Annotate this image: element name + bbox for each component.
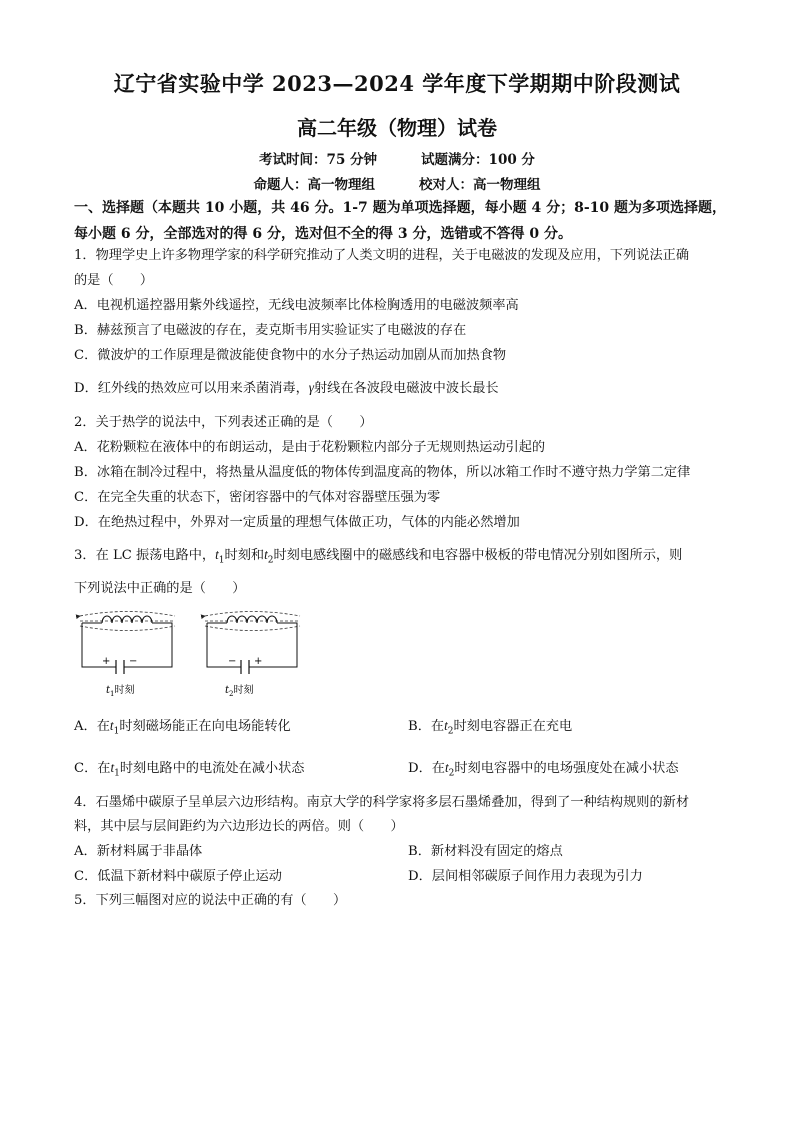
setter: 命题人：高一物理组 [253, 177, 375, 193]
t-symbol: t [106, 685, 111, 696]
inductor-coil [102, 616, 152, 623]
t-sub: 2 [447, 726, 454, 737]
q2-option-c: C．在完全失重的状态下，密闭容器中的气体对容器壁压强为零 [74, 490, 441, 505]
q3-c-pre: C．在 [74, 761, 111, 776]
exam-subtitle: 高二年级（物理）试卷 [297, 116, 497, 140]
t-symbol: t [444, 760, 449, 775]
q4-option-d: D．层间相邻碳原子间作用力表现为引力 [408, 869, 643, 884]
t-symbol: t [215, 547, 219, 562]
q3-stem-c: 时刻电感线圈中的磁感线和电容器中极板的带电情况分别如图所示，则 [273, 548, 683, 563]
t-sub: 1 [110, 690, 115, 698]
q4-option-c: C．低温下新材料中碳原子停止运动 [74, 869, 282, 884]
q1-option-d [74, 378, 499, 399]
exam-meta-line1 [0, 148, 794, 168]
exam-time: 考试时间：75 分钟 [259, 152, 378, 168]
fig-label-t1 [106, 683, 135, 698]
q4-stem-line2: 料，其中层与层间距约为六边形边长的两倍。则（ ） [74, 819, 404, 834]
minus-sign: − [129, 656, 138, 667]
gamma-symbol: γ [308, 380, 314, 395]
t-sub: 2 [267, 555, 274, 566]
q3-stem-b: 时刻和 [224, 548, 265, 563]
circuit-wire [82, 623, 172, 667]
q5-stem: 5．下列三幅图对应的说法中正确的有（ ） [74, 893, 347, 908]
exam-meta-line2 [0, 173, 794, 193]
q1-option-c: C．微波炉的工作原理是微波能使食物中的水分子热运动加剧从而加热食物 [74, 348, 507, 363]
q4-option-b: B．新材料没有固定的熔点 [408, 844, 563, 859]
q1-option-a: A．电视机遥控器用紫外线遥控，无线电波频率比体检胸透用的电磁波频率高 [74, 298, 519, 313]
t-symbol: t [225, 685, 230, 696]
t-sub: 1 [113, 726, 120, 737]
q3-c-post: 时刻电路中的电流处在减小状态 [119, 761, 305, 776]
q3-b-post: 时刻电容器正在充电 [453, 719, 573, 734]
q1-stem-line2: 的是（ ） [74, 273, 154, 288]
q1-stem-line1: 1．物理学史上许多物理学家的科学研究推动了人类文明的进程，关于电磁波的发现及应用，下列说法正确 [74, 248, 690, 263]
t-sub: 1 [114, 768, 120, 779]
lc-circuit-figure [72, 603, 312, 703]
q3-option-c [74, 758, 305, 784]
section-heading: 一、选择题（本题共 10 小题，共 46 分。1-7 题为单项选择题，每小题 4 分；8-10 题为多项选择题，每小题 6 分，全部选对的得 6 分，选对但不全的得 3 分，选错或不答得 0 分。 [74, 200, 727, 242]
checker: 校对人：高一物理组 [419, 177, 541, 193]
q3-a-post: 时刻磁场能正在向电场能转化 [119, 719, 291, 734]
q3-stem-line1 [74, 545, 682, 571]
field-lines [205, 612, 300, 631]
q1-d-text-pre: D．红外线的热效应可以用来杀菌消毒， [74, 381, 309, 396]
fig-label-t2 [225, 683, 254, 698]
q4-stem-line1: 4．石墨烯中碳原子呈单层六边形结构。南京大学的科学家将多层石墨烯叠加，得到了一种结构规则的新材 [74, 795, 690, 810]
t-sub: 2 [448, 768, 455, 779]
q4-option-a: A．新材料属于非晶体 [74, 844, 203, 859]
plus-sign: + [254, 656, 263, 667]
q3-option-b [408, 716, 572, 742]
q3-b-pre: B．在 [408, 719, 445, 734]
full-score: 试题满分：100 分 [421, 152, 535, 168]
t-symbol: t [109, 718, 114, 733]
plus-sign: + [102, 656, 111, 667]
q2-option-b: B．冰箱在制冷过程中，将热量从温度低的物体传到温度高的物体，所以冰箱工作时不遵守热力学第二定律 [74, 465, 691, 480]
t-symbol: t [444, 718, 448, 733]
t-sub: 2 [229, 690, 234, 698]
q2-option-d: D．在绝热过程中，外界对一定质量的理想气体做正功，气体的内能必然增加 [74, 515, 520, 530]
exam-title: 辽宁省实验中学 2023—2024 学年度下学期期中阶段测试 [113, 71, 681, 96]
fig-label-text: 时刻 [114, 685, 135, 696]
q3-option-a [74, 716, 291, 742]
q2-option-a: A．花粉颗粒在液体中的布朗运动，是由于花粉颗粒内部分子无规则热运动引起的 [74, 440, 546, 455]
t-symbol: t [264, 547, 268, 562]
q3-stem-line2: 下列说法中正确的是（ ） [74, 581, 246, 596]
t-sub: 1 [218, 555, 225, 566]
fig-label-text: 时刻 [233, 685, 254, 696]
q3-d-pre: D．在 [408, 761, 445, 776]
q1-d-text-post: 射线在各波段电磁波中波长最长 [313, 381, 499, 396]
circuit-wire [207, 623, 297, 667]
q3-stem-a: 3．在 LC 振荡电路中， [74, 548, 216, 563]
field-lines [80, 612, 175, 631]
circuit-t2 [205, 612, 300, 699]
inductor-coil [227, 616, 277, 623]
q2-stem: 2．关于热学的说法中，下列表述正确的是（ ） [74, 415, 373, 430]
circuit-t1 [80, 612, 175, 699]
t-symbol: t [110, 760, 115, 775]
q3-d-post: 时刻电容器中的电场强度处在减小状态 [454, 761, 679, 776]
q3-a-pre: A．在 [74, 719, 110, 734]
q1-option-b: B．赫兹预言了电磁波的存在，麦克斯韦用实验证实了电磁波的存在 [74, 323, 467, 338]
minus-sign: − [228, 656, 237, 667]
q3-option-d [408, 758, 679, 784]
